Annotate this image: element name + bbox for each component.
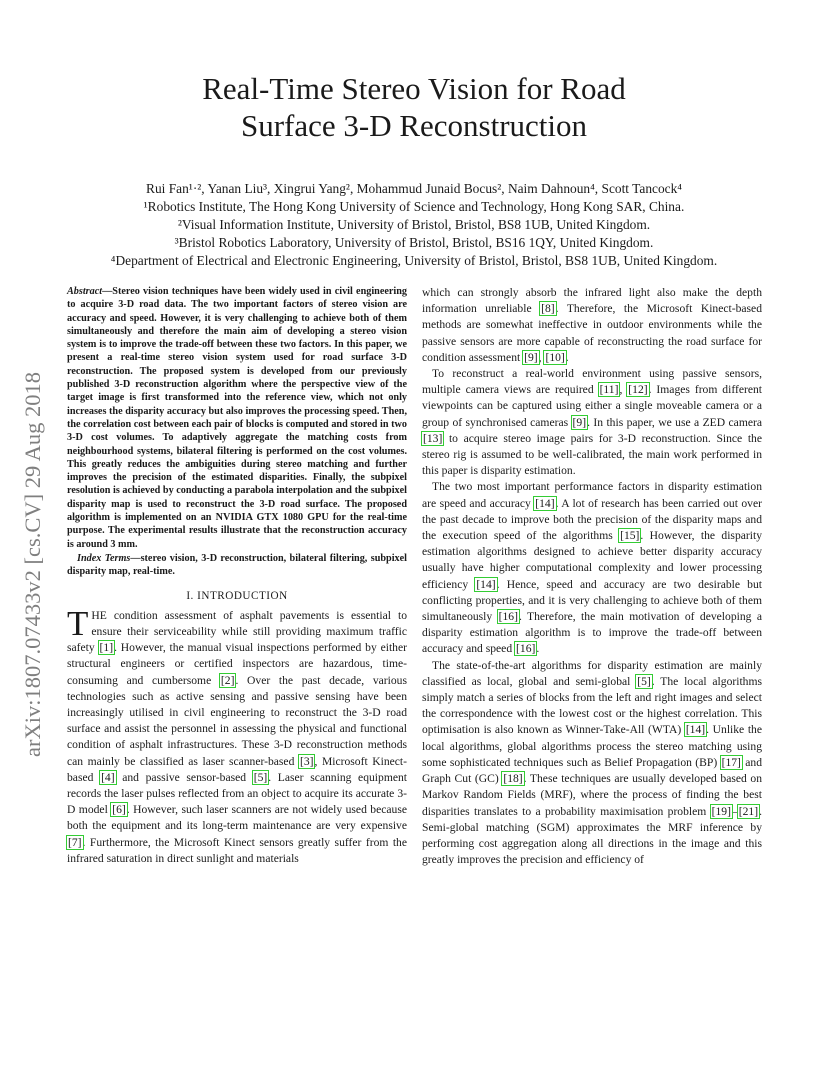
citation-link[interactable]: [2] [220, 673, 235, 687]
text-run: , Microsoft Kinect-based [67, 754, 408, 784]
text-run: . In this paper, we use a ZED camera [587, 415, 763, 429]
index-terms-text: —stereo vision, 3-D reconstruction, bilateral filtering, subpixel disparity map, real-time. [67, 552, 407, 578]
intro-paragraph-4 [422, 479, 762, 657]
author-names: Rui Fan¹·², Yanan Liu³, Xingrui Yang², Mohammud Junaid Bocus², Naim Dahnoun⁴, Scott Tancock⁴ [146, 181, 682, 196]
title-line-2: Surface 3-D Reconstruction [240, 108, 588, 143]
citation-link[interactable]: [14] [476, 577, 496, 591]
citation-link[interactable]: [7] [68, 835, 82, 849]
text-run: . These techniques are usually developed based on Markov Random Fields (MRF), where the process of finding the best disparities translates to a probability maximisation problem [422, 772, 762, 818]
text-run: which can strongly absorb the infrared light also make the depth information unreliable [422, 286, 762, 316]
citation-link[interactable]: [10] [545, 350, 565, 364]
intro-paragraph-1-body [67, 603, 408, 865]
text-run: . Therefore, the Microsoft Kinect-based methods are somewhat ineffective in outdoor environments while the passive sensors are more capable of reconstructing the road surface for condition assessment [422, 302, 762, 364]
citation-link[interactable]: [3] [299, 754, 314, 768]
citation-link[interactable]: [14] [535, 496, 555, 510]
citation-link[interactable]: [16] [516, 642, 536, 656]
citation-link[interactable]: [9] [572, 415, 587, 429]
citation-link[interactable]: [15] [620, 529, 640, 543]
index-terms-lead: Index Terms [77, 552, 131, 564]
affiliation-3: ³Bristol Robotics Laboratory, University of Bristol, Bristol, BS16 1QY, United Kingdom. [174, 235, 654, 250]
text-run: . However, the manual visual inspections performed by either structural engineers or certified inspectors are hazardous, time-consuming and cumbersome [67, 641, 407, 687]
text-run: . [536, 642, 540, 656]
author-block [0, 180, 828, 270]
abstract-lead: Abstract [67, 286, 103, 297]
citation-link[interactable]: [16] [498, 610, 518, 624]
citation-link[interactable]: [5] [253, 770, 268, 784]
text-run: . Images from different viewpoints can be captured using either a single moveable camera or a group of synchronised cameras [422, 383, 762, 429]
citation-link[interactable]: [13] [423, 431, 443, 445]
citation-link[interactable]: [18] [503, 772, 523, 786]
text-run: – [731, 804, 738, 818]
text-run: . Semi-global matching (SGM) approximates the MRF inference by performing cost aggregation along all directions in the image and this greatly improves the precision and efficiency of [422, 804, 762, 867]
text-run: . Therefore, the main motivation of developing a disparity estimation algorithm is to improve the trade-off between accuracy and speed [422, 610, 762, 656]
text-run: and passive sensor-based [115, 770, 253, 784]
intro-paragraph-1 [67, 603, 408, 867]
text-run: , [619, 383, 628, 397]
text-run: , [538, 350, 545, 364]
left-column [67, 285, 407, 867]
citation-link[interactable]: [8] [541, 302, 555, 316]
citation-link[interactable]: [11] [599, 383, 619, 397]
abstract [67, 285, 407, 551]
intro-paragraph-2 [422, 285, 762, 366]
text-run: . Unlike the local algorithms, global algorithms process the stereo matching using some sophisticated techniques such as Belief Propagation (BP) [422, 723, 762, 769]
section-heading: I. INTRODUCTION [186, 589, 288, 602]
intro-paragraph-3 [422, 366, 762, 479]
text-run: and Graph Cut (GC) [422, 755, 762, 786]
text-run: The two most important performance factors in disparity estimation are speed and accuracy [422, 480, 762, 510]
citation-link[interactable]: [14] [685, 723, 706, 737]
citation-link[interactable]: [21] [738, 804, 759, 818]
text-run: . [565, 350, 569, 364]
text-run: To reconstruct a real-world environment using passive sensors, multiple camera views are required [422, 367, 762, 397]
text-run: . A lot of research has been carried out over the past decade to improve both the precision of the disparity maps and the execution speed of the algorithms [422, 496, 762, 543]
text-run: . The local algorithms simply match a series of blocks from the left and right images and select the correspondence with the lowest cost or the highest correlation. This optimisation is also known as Winner-Take-All (WTA) [422, 674, 763, 737]
arxiv-identifier: arXiv:1807.07433v2 [cs.CV] 29 Aug 2018 [20, 372, 45, 757]
citation-link[interactable]: [5] [637, 674, 651, 688]
citation-link[interactable]: [4] [101, 770, 115, 784]
citation-link[interactable]: [19] [711, 804, 731, 818]
affiliation-2: ²Visual Information Institute, University of Bristol, Bristol, BS8 1UB, United Kingdom. [177, 217, 651, 232]
citation-link[interactable]: [9] [524, 350, 538, 364]
abstract-text: —Stereo vision techniques have been widely used in civil engineering to acquire 3-D road data. The two important factors of stereo vision are accuracy and speed. However, it is very challenging to achieve both of them simultaneously and therefore the main aim of developing a stereo vision system is to improve the trade-off between these two factors. In this paper, we present a real-time stereo vision system used for road surface 3-D reconstruction. The proposed system is developed from our previously published 3-D reconstruction algorithm where the perspective view of the target image is first transformed into the reference view, which not only increases the disparity accuracy but also improves the processing speed. Then, the correlation cost between each pair of blocks is computed and stored in two 3-D cost volumes. To adaptively aggregate the matching costs from neighbourhood systems, bilateral filtering is performed on the cost volumes. This greatly reduces the ambiguities during stereo matching and further improves the precision of the estimated disparities. Finally, the subpixel resolution is achieved by conducting a parabola interpolation and the subpixel disparity map is used to reconstruct the 3-D road surface. The proposed algorithm is implemented on an NVIDIA GTX 1080 GPU for the real-time purpose. The experimental results illustrate that the reconstruction accuracy is around 3 mm. [67, 286, 407, 550]
text-run: . Over the past decade, various technologies such as active sensing and passive sensing have been increasingly utilised in civil engineering to reconstruct the 3-D road surface and assist the personnel in assessing the physical and functional condition of asphalt infrastructures. These 3-D reconstruction methods can mainly be classified as laser scanner-based [67, 673, 407, 768]
paper-title [0, 70, 828, 144]
citation-link[interactable]: [1] [99, 641, 114, 655]
text-run: HE condition assessment of asphalt pavements is essential to ensure their serviceability while still providing maximum traffic safety [67, 608, 407, 655]
text-run: to acquire stereo image pairs for 3-D reconstruction. Since the stereo rig is assumed to be well-calibrated, the main work performed in this paper is disparity estimation. [422, 431, 762, 478]
index-terms [67, 552, 407, 579]
right-column [422, 285, 762, 868]
affiliation-4: ⁴Department of Electrical and Electronic Engineering, University of Bristol, Bristol, BS8 1UB, United Kingdom. [110, 253, 718, 268]
text-run: . However, such laser scanners are not widely used because both the equipment and its long-term maintenance are very expensive [67, 803, 407, 833]
citation-link[interactable]: [6] [112, 803, 126, 817]
text-run: The state-of-the-art algorithms for disparity estimation are mainly classified as local, global and semi-global [422, 658, 762, 688]
citation-link[interactable]: [12] [628, 383, 648, 397]
intro-paragraph-5 [422, 658, 762, 869]
citation-link[interactable]: [17] [721, 755, 741, 769]
drop-cap: T [67, 603, 89, 643]
title-line-1: Real-Time Stereo Vision for Road [202, 71, 626, 106]
text-run: . Laser scanning equipment records the laser pulses reflected from an object to acquire its accurate 3-D model [67, 770, 407, 817]
text-run: . Furthermore, the Microsoft Kinect sensors greatly suffer from the infrared saturation in direct sunlight and materials [67, 835, 407, 865]
text-run: . Hence, speed and accuracy are two desirable but conflicting properties, and it is very challenging to achieve both of them simultaneously [422, 577, 762, 624]
affiliation-1: ¹Robotics Institute, The Hong Kong University of Science and Technology, Hong Kong SAR, China. [143, 199, 685, 214]
text-run: . However, the disparity estimation algorithms designed to achieve better disparity accuracy usually have higher computational complexity and lower processing efficiency [422, 529, 762, 591]
